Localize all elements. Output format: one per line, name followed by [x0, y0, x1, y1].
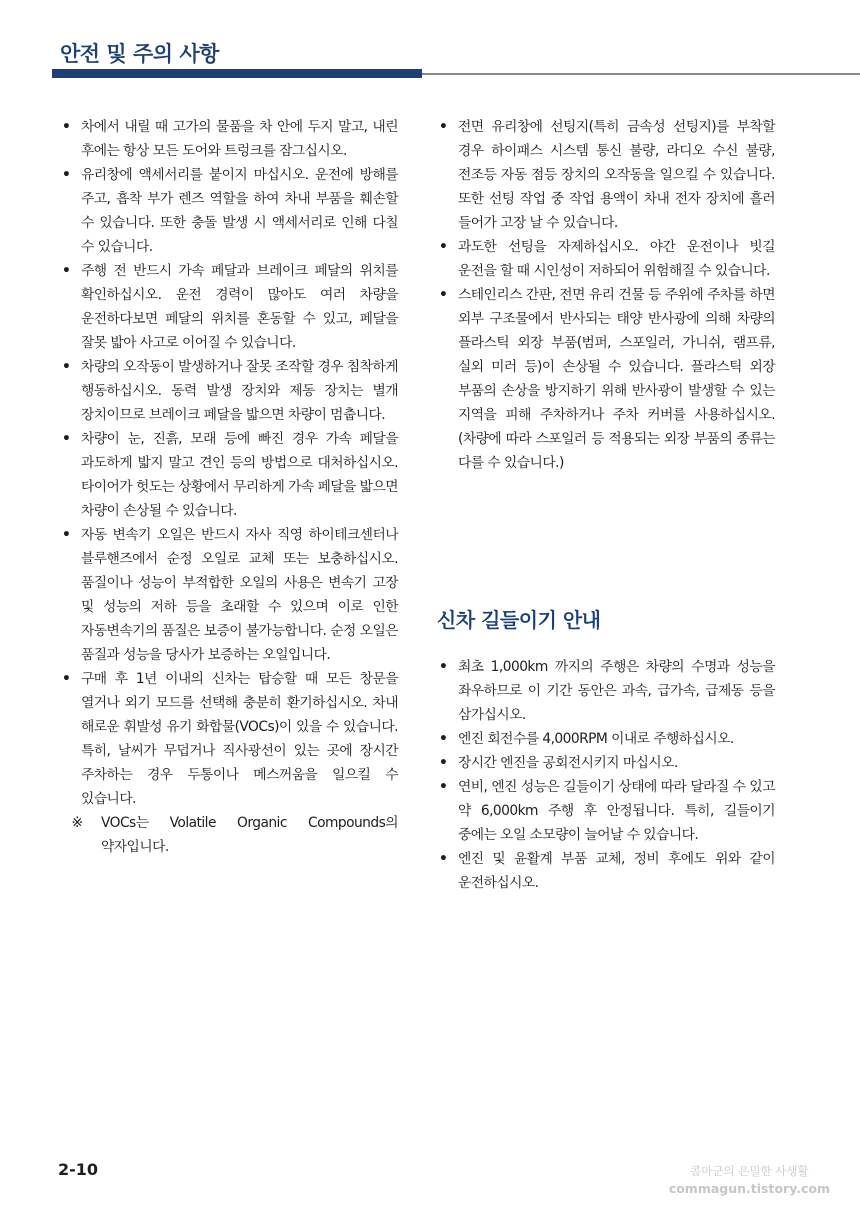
page-header-title: 안전 및 주의 사항 — [60, 42, 219, 66]
list-item: • 자동 변속기 오일은 반드시 자사 직영 하이테크센터나 블루핸즈에서 순정 오일로 교체 또는 보충하십시오. 품질이나 성능이 부적합한 오일의 사용은 변속기 고장 및 성능의 저하 등을 초래할 수 있으며 이로 인한 자동변속기의 품질은 보증이 불가능합니다. 순정 오일은 품질과 성능을 당사가 보증하는 오일입니다. — [60, 523, 398, 667]
header-rule-thin — [422, 73, 860, 75]
list-item: • 구매 후 1년 이내의 신차는 탑승할 때 모든 창문을 열거나 외기 모드를 선택해 충분히 환기하십시오. 차내 해로운 휘발성 유기 화합물(VOCs)이 있을 수 있습니다. 특히, 날씨가 무덥거나 직사광선이 있는 곳에 장시간 주차하는 경우 두통이나 메스꺼움을 일으킬 수 있습니다. — [60, 667, 398, 811]
watermark-line-1: 콤마군의 은밀한 사생활 — [690, 1164, 809, 1178]
bullet-icon: • — [439, 731, 448, 747]
list-item: • 차량이 눈, 진흙, 모래 등에 빠진 경우 가속 페달을 과도하게 밟지 말고 견인 등의 방법으로 대처하십시오. 타이어가 헛도는 상황에서 무리하게 가속 페달을 밟으면 차량이 손상될 수 있습니다. — [60, 427, 398, 523]
voc-note — [60, 811, 398, 859]
page-number: 2-10 — [58, 1160, 99, 1179]
list-item: • 장시간 엔진을 공회전시키지 마십시오. — [437, 751, 775, 775]
bullet-icon: • — [439, 239, 448, 255]
list-item: • 차에서 내릴 때 고가의 물품을 차 안에 두지 말고, 내린 후에는 항상 모든 도어와 트렁크를 잠그십시오. — [60, 115, 398, 163]
left-bullet-list — [60, 115, 398, 811]
list-item: • 유리창에 액세서리를 붙이지 마십시오. 운전에 방해를 주고, 흡착 부가 렌즈 역할을 하여 차내 부품을 훼손할 수 있습니다. 또한 충돌 발생 시 액세서리로 인해 다칠 수 있습니다. — [60, 163, 398, 259]
bullet-icon: • — [439, 659, 448, 675]
list-item: • 엔진 회전수를 4,000RPM 이내로 주행하십시오. — [437, 727, 775, 751]
list-item: • 연비, 엔진 성능은 길들이기 상태에 따라 달라질 수 있고 약 6,000km 주행 후 안정됩니다. 특히, 길들이기 중에는 오일 소모량이 늘어날 수 있습니다. — [437, 775, 775, 847]
list-item: • 차량의 오작동이 발생하거나 잘못 조작할 경우 침착하게 행동하십시오. 동력 발생 장치와 제동 장치는 별개 장치이므로 브레이크 페달을 밟으면 차량이 멈춥니다. — [60, 355, 398, 427]
list-item: • 전면 유리창에 선팅지(특히 금속성 선팅지)를 부착할 경우 하이패스 시스템 통신 불량, 라디오 수신 불량, 전조등 자동 점등 장치의 오작동을 일으킬 수 있습니다. 또한 선팅 작업 중 작업 용액이 차내 전자 장치에 흘러 들어가 고장 날 수 있습니다. — [437, 115, 775, 235]
break-in-section-title: 신차 길들이기 안내 — [437, 608, 601, 632]
list-item: • 엔진 및 윤활계 부품 교체, 정비 후에도 위와 같이 운전하십시오. — [437, 847, 775, 895]
bullet-icon: • — [62, 359, 71, 375]
left-column — [60, 115, 398, 859]
bullet-icon: • — [62, 527, 71, 543]
bullet-icon: • — [439, 119, 448, 135]
bullet-icon: • — [439, 287, 448, 303]
list-item: • 과도한 선팅을 자제하십시오. 야간 운전이나 빗길 운전을 할 때 시인성이 저하되어 위험해질 수 있습니다. — [437, 235, 775, 283]
list-item: • 스테인리스 간판, 전면 유리 건물 등 주위에 주차를 하면 외부 구조물에서 반사되는 태양 반사광에 의해 차량의 플라스틱 외장 부품(범퍼, 스포일러, 가니쉬, 램프류, 실외 미러 등)이 손상될 수 있습니다. 플라스틱 외장 부품의 손상을 방지하기 위해 반사광이 발생할 수 있는 지역을 피해 주차하거나 주차 커버를 사용하십시오. (차량에 따라 스포일러 등 적용되는 외장 부품의 종류는 다를 수 있습니다.) — [437, 283, 775, 475]
list-item: • 주행 전 반드시 가속 페달과 브레이크 페달의 위치를 확인하십시오. 운전 경력이 많아도 여러 차량을 운전하다보면 페달의 위치를 혼동할 수 있고, 페달을 잘못 밟아 사고로 이어질 수 있습니다. — [60, 259, 398, 355]
bullet-icon: • — [439, 779, 448, 795]
bullet-icon: • — [62, 671, 71, 687]
bullet-icon: • — [62, 119, 71, 135]
right-column — [437, 115, 775, 475]
watermark-line-2: commagun.tistory.com — [668, 1181, 830, 1196]
voc-note-text: VOCs는 Volatile Organic Compounds의 약자입니다. — [101, 815, 398, 855]
list-item: • 최초 1,000km 까지의 주행은 차량의 수명과 성능을 좌우하므로 이 기간 동안은 과속, 급가속, 급제동 등을 삼가십시오. — [437, 655, 775, 727]
bullet-icon: • — [62, 431, 71, 447]
header-rule-thick — [52, 69, 422, 78]
right-bullet-list — [437, 115, 775, 475]
break-in-section — [437, 655, 775, 895]
bullet-icon: • — [439, 755, 448, 771]
break-in-bullet-list — [437, 655, 775, 895]
reference-mark-icon: ※ — [71, 815, 83, 831]
bullet-icon: • — [62, 167, 71, 183]
bullet-icon: • — [439, 851, 448, 867]
bullet-icon: • — [62, 263, 71, 279]
watermark — [669, 1162, 830, 1198]
